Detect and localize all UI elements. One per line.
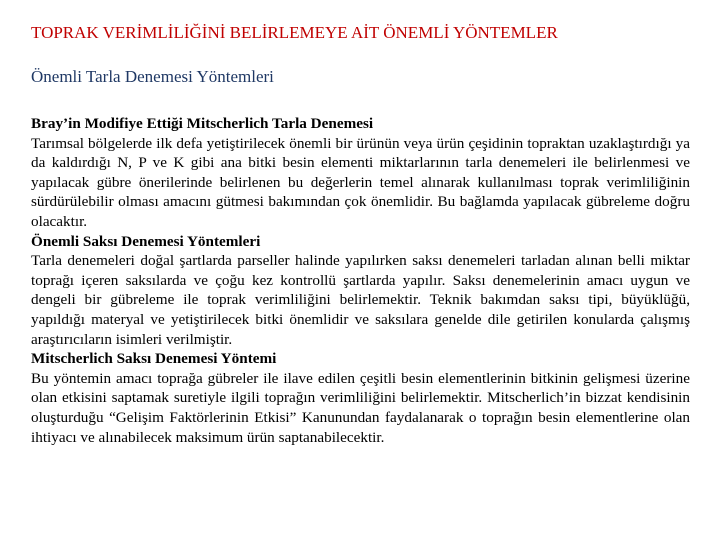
section-paragraph: Tarla denemeleri doğal şartlarda parseller halinde yapılırken saksı denemeleri tarladan alınan belli miktar toprağı içeren saksılarda ve çoğu kez kontrollü şartlarda yapılır. Saksı denemelerinin amacı uygun ve dengeli bir gübreleme ile toprak verimliliğini belirlemektir. Teknik bakımdan saksı tipi, büyüklüğü, yapıldığı materyal ve yetiştirilecek bitki önemlidir ve saksılara genelde dile getirilen konularda çalışmış araştırıcıların isimleri verilmiştir. — [31, 252, 690, 348]
section-paragraph: Tarımsal bölgelerde ilk defa yetiştirilecek önemli bir ürünün veya ürün çeşidinin topraktan uzaklaştırdığı ya da kaldırdığı N, P ve K gibi ana bitki besin elementi miktarlarının tarla denemeleri ile belirlenmesi ve yapılacak gübre önerilerinde belirlenen bu değerlerin temel alınarak kullanılması toprak verimliliğinin sürdürülebilir olması amacını gütmesi bakımından çok önemlidir. Bu bağlamda yapılacak gübreleme doğru olacaktır. — [31, 134, 690, 230]
section-mitscherlich-pot-trial — [31, 349, 690, 447]
page-title: TOPRAK VERİMLİLİĞİNİ BELİRLEMEYE AİT ÖNEMLİ YÖNTEMLER — [31, 23, 558, 42]
section-paragraph: Bu yöntemin amacı toprağa gübreler ile ilave edilen çeşitli besin elementlerinin bitkinin gelişmesi üzerine olan etkisini saptamak suretiyle ilgili toprağın verimliliğini belirlemektir. Mitscherlich’in bizzat kendisinin oluşturduğu “Gelişim Faktörlerinin Etkisi” Kanunundan faydalanarak o toprağın besin elementlerine olan ihtiyacı ve alınabilecek maksimum ürün saptanabilecektir. — [31, 369, 690, 446]
section-heading: Bray’in Modifiye Ettiği Mitscherlich Tarla Denemesi — [31, 115, 374, 132]
section-bray-mitscherlich-field-trial — [31, 114, 690, 232]
section-heading: Mitscherlich Saksı Denemesi Yöntemi — [31, 350, 277, 368]
page-subtitle: Önemli Tarla Denemesi Yöntemleri — [31, 67, 274, 86]
section-heading: Önemli Saksı Denemesi Yöntemleri — [31, 232, 261, 250]
section-pot-trial-methods — [31, 232, 690, 350]
content-body — [31, 114, 690, 447]
